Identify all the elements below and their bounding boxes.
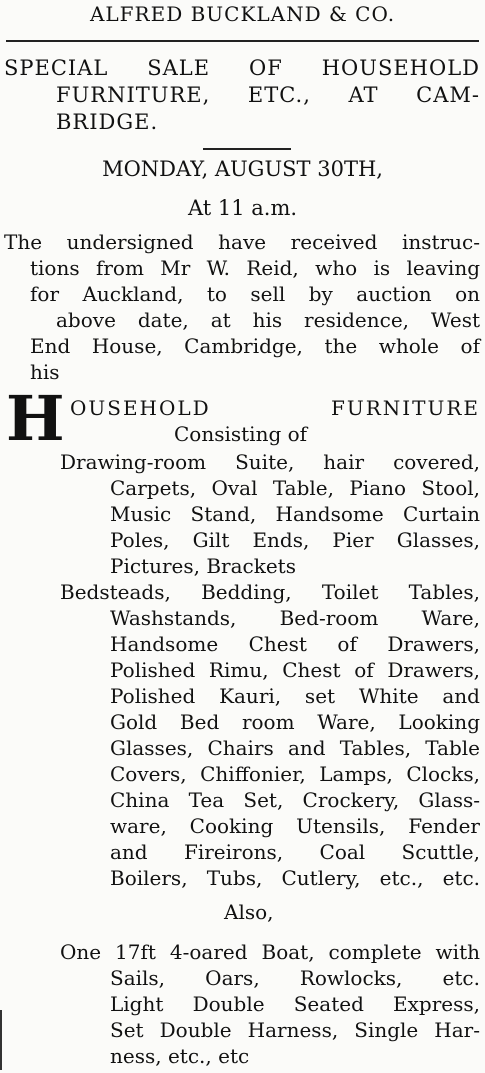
intro-line-2: tions from Mr W. Reid, who is leaving (30, 256, 480, 280)
list3-line-1: One 17ft 4-oared Boat, complete with (60, 940, 480, 964)
list3-line-5: ness, etc., etc (110, 1044, 250, 1068)
sale-date: MONDAY, AUGUST 30TH, (102, 157, 383, 181)
list2-line-8: Covers, Chiffonier, Lamps, Clocks, (110, 762, 480, 786)
list2-line-1: Bedsteads, Bedding, Toilet Tables, (60, 580, 480, 604)
short-rule (203, 148, 291, 150)
list1-line-5: Pictures, Brackets (110, 554, 296, 578)
list2-line-3: Handsome Chest of Drawers, (110, 632, 480, 656)
heading-sub: Consisting of (174, 422, 308, 446)
list2-line-4: Polished Rimu, Chest of Drawers, (110, 658, 480, 682)
list2-line-9: China Tea Set, Crockery, Glass- (110, 788, 480, 812)
intro-line-1: The undersigned have received instruc- (4, 230, 480, 254)
list1-line-3: Music Stand, Handsome Curtain (110, 502, 480, 526)
dropcap-letter: H (6, 382, 65, 455)
list1-line-2: Carpets, Oval Table, Piano Stool, (110, 476, 480, 500)
list2-line-11: and Fireirons, Coal Scuttle, (110, 840, 480, 864)
list2-line-12: Boilers, Tubs, Cutlery, etc., etc. (110, 866, 480, 890)
header-rule (6, 40, 479, 42)
list3-line-3: Light Double Seated Express, (110, 992, 480, 1016)
list1-line-4: Poles, Gilt Ends, Pier Glasses, (110, 528, 480, 552)
list1-line-1: Drawing-room Suite, hair covered, (60, 450, 480, 474)
list2-line-6: Gold Bed room Ware, Looking (110, 710, 480, 734)
firm-name: ALFRED BUCKLAND & CO. (89, 2, 396, 26)
sale-time: At 11 a.m. (187, 196, 298, 220)
intro-line-6: his (30, 360, 60, 384)
list2-line-7: Glasses, Chairs and Tables, Table (110, 736, 480, 760)
heading-text: OUSEHOLD FURNITURE (70, 396, 480, 420)
title-line-1: SPECIAL SALE OF HOUSEHOLD (4, 56, 480, 80)
title-line-3: BRIDGE. (56, 110, 159, 134)
list3-line-2: Sails, Oars, Rowlocks, etc. (110, 966, 480, 990)
intro-line-4: above date, at his residence, West (56, 308, 480, 332)
title-line-2: FURNITURE, ETC., AT CAM- (56, 83, 480, 107)
list2-line-10: ware, Cooking Utensils, Fender (110, 814, 480, 838)
column-edge-mark (0, 1010, 2, 1070)
also-label: Also, (224, 900, 274, 924)
intro-line-5: End House, Cambridge, the whole of (30, 334, 480, 358)
list2-line-5: Polished Kauri, set White and (110, 684, 480, 708)
list3-line-4: Set Double Harness, Single Har- (110, 1018, 480, 1042)
intro-line-3: for Auckland, to sell by auction on (30, 282, 480, 306)
list2-line-2: Washstands, Bed-room Ware, (110, 606, 480, 630)
